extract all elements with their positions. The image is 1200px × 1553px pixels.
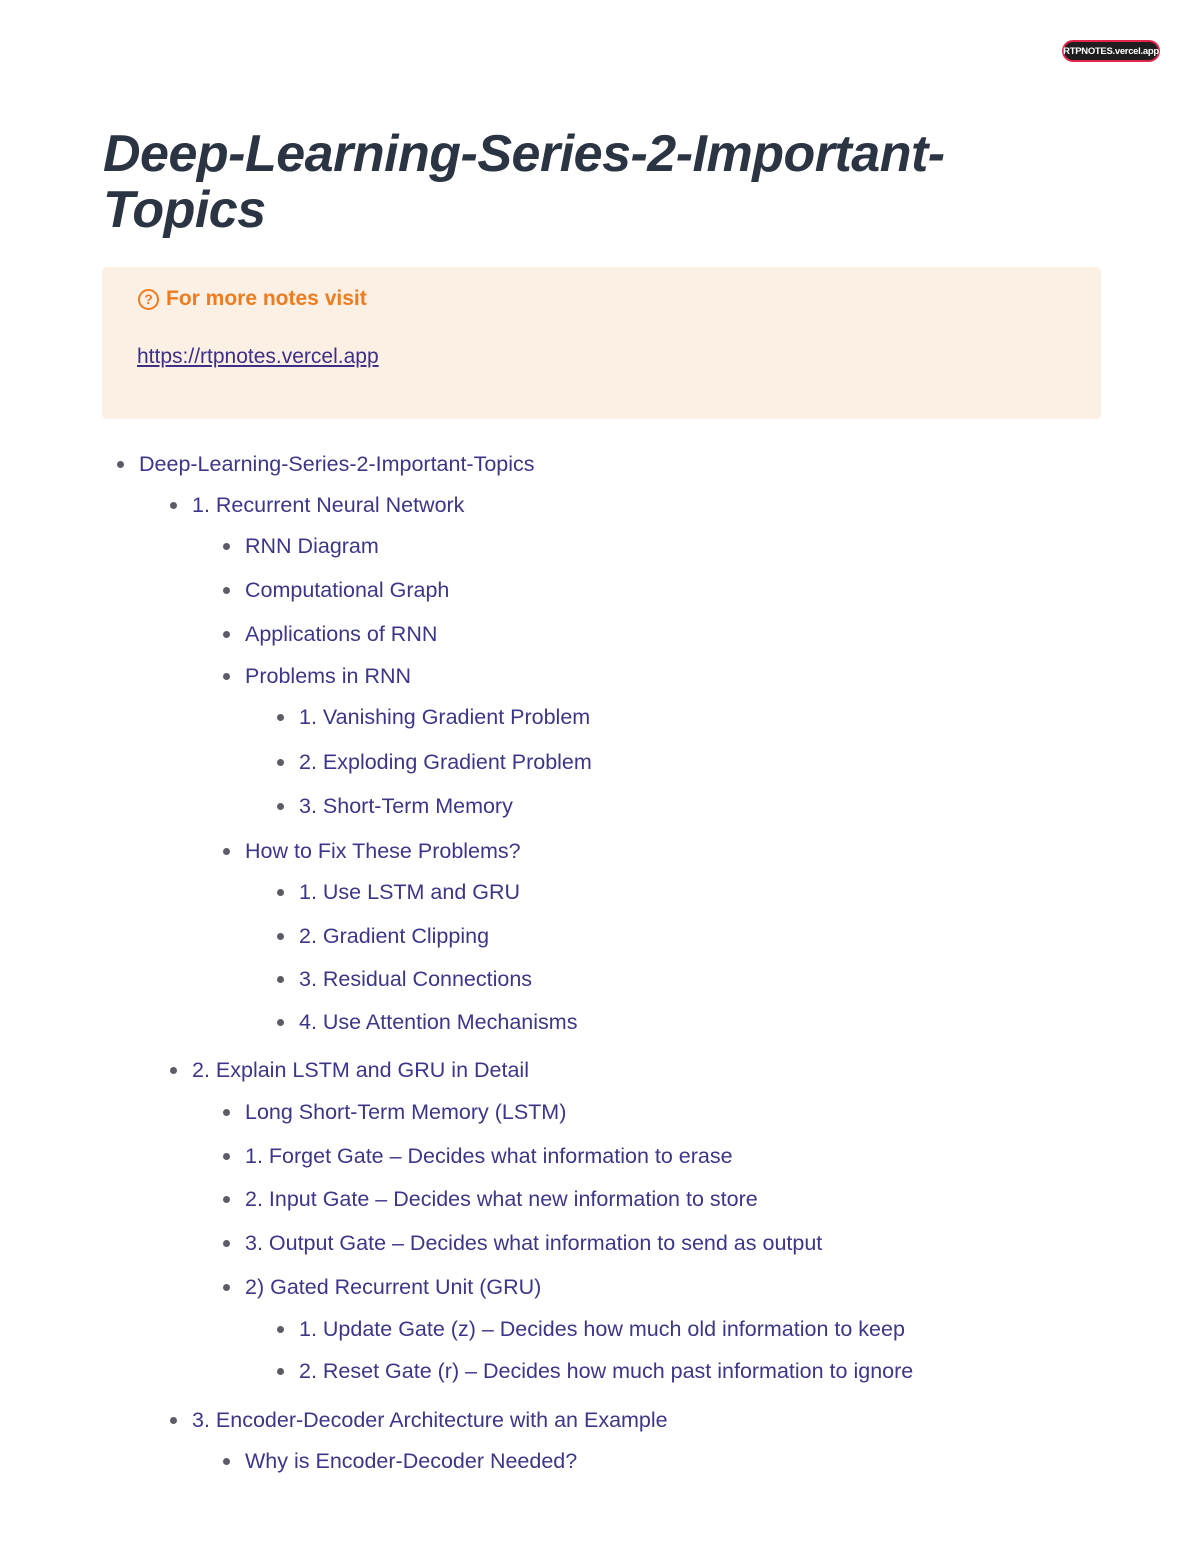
toc-link-label: 3. Output Gate – Decides what information to send as output [245,1230,823,1255]
site-badge: RTPNOTES.vercel.app [1062,40,1160,62]
toc-link[interactable] [277,923,489,949]
toc-link-label: 2. Reset Gate (r) – Decides how much past information to ignore [299,1358,914,1383]
toc-link-label: Deep-Learning-Series-2-Important-Topics [139,451,535,476]
toc-link-label: 1. Forget Gate – Decides what information to erase [245,1143,733,1168]
toc-link[interactable] [117,451,535,477]
bullet-icon [223,1458,230,1465]
toc-link-label: 2. Explain LSTM and GRU in Detail [192,1057,529,1082]
bullet-icon [223,848,230,855]
toc-link-label: Why is Encoder-Decoder Needed? [245,1448,578,1473]
toc-link-label: 1. Use LSTM and GRU [299,879,521,904]
bullet-icon [170,502,177,509]
toc-link[interactable] [277,1316,905,1342]
toc-link[interactable] [223,838,521,864]
toc-link[interactable] [170,1057,529,1083]
question-circle-icon: ? [138,289,159,310]
toc-link[interactable] [277,1009,577,1035]
toc-link-label: 3. Encoder-Decoder Architecture with an Example [192,1407,668,1432]
toc-link-label: 3. Residual Connections [299,966,533,991]
bullet-icon [277,1326,284,1333]
toc-link[interactable] [277,966,532,992]
toc-link-label: Computational Graph [245,577,450,602]
toc-link-label: 2) Gated Recurrent Unit (GRU) [245,1274,542,1299]
bullet-icon [223,1109,230,1116]
toc-link-label: 2. Input Gate – Decides what new information to store [245,1186,758,1211]
toc-link[interactable] [223,1230,822,1256]
toc-link[interactable] [223,1448,577,1474]
toc-link-label: How to Fix These Problems? [245,838,521,863]
toc-link[interactable] [223,1186,758,1212]
toc-link[interactable] [277,879,520,905]
bullet-icon [277,889,284,896]
toc-link[interactable] [223,1143,733,1169]
toc-link-label: 4. Use Attention Mechanisms [299,1009,578,1034]
bullet-icon [277,1019,284,1026]
bullet-icon [223,1153,230,1160]
toc-link-label: Long Short-Term Memory (LSTM) [245,1099,567,1124]
toc-link-label: Applications of RNN [245,621,438,646]
callout-heading-text: For more notes visit [166,287,367,310]
toc-link[interactable] [223,1274,541,1300]
toc-link[interactable] [223,577,449,603]
toc-link[interactable] [223,621,437,647]
bullet-icon [277,976,284,983]
toc-link[interactable] [223,1099,566,1125]
toc-link[interactable] [277,704,590,730]
toc-link[interactable] [277,793,513,819]
toc-link[interactable] [223,533,379,559]
bullet-icon [170,1067,177,1074]
callout-heading [138,287,367,311]
bullet-icon [223,1284,230,1291]
toc-link[interactable] [170,492,464,518]
bullet-icon [170,1417,177,1424]
toc-link-label: 1. Recurrent Neural Network [192,492,465,517]
bullet-icon [277,759,284,766]
toc-link-label: 1. Vanishing Gradient Problem [299,704,591,729]
bullet-icon [277,803,284,810]
bullet-icon [223,631,230,638]
bullet-icon [223,543,230,550]
bullet-icon [277,933,284,940]
toc-link-label: 2. Gradient Clipping [299,923,490,948]
toc-link-label: 1. Update Gate (z) – Decides how much old information to keep [299,1316,905,1341]
bullet-icon [277,1368,284,1375]
toc-link-label: 3. Short-Term Memory [299,793,513,818]
bullet-icon [117,461,124,468]
toc-link[interactable] [170,1407,668,1433]
toc-link[interactable] [223,663,411,689]
toc-link-label: Problems in RNN [245,663,412,688]
bullet-icon [223,587,230,594]
bullet-icon [277,714,284,721]
notes-site-link[interactable]: https://rtpnotes.vercel.app [137,345,379,368]
bullet-icon [223,673,230,680]
callout-box [102,267,1101,419]
toc-link-label: RNN Diagram [245,533,379,558]
toc-link-label: 2. Exploding Gradient Problem [299,749,592,774]
bullet-icon [223,1196,230,1203]
toc-link[interactable] [277,749,592,775]
bullet-icon [223,1240,230,1247]
page-title: Deep-Learning-Series-2-Important-Topics [103,125,945,239]
toc-link[interactable] [277,1358,913,1384]
